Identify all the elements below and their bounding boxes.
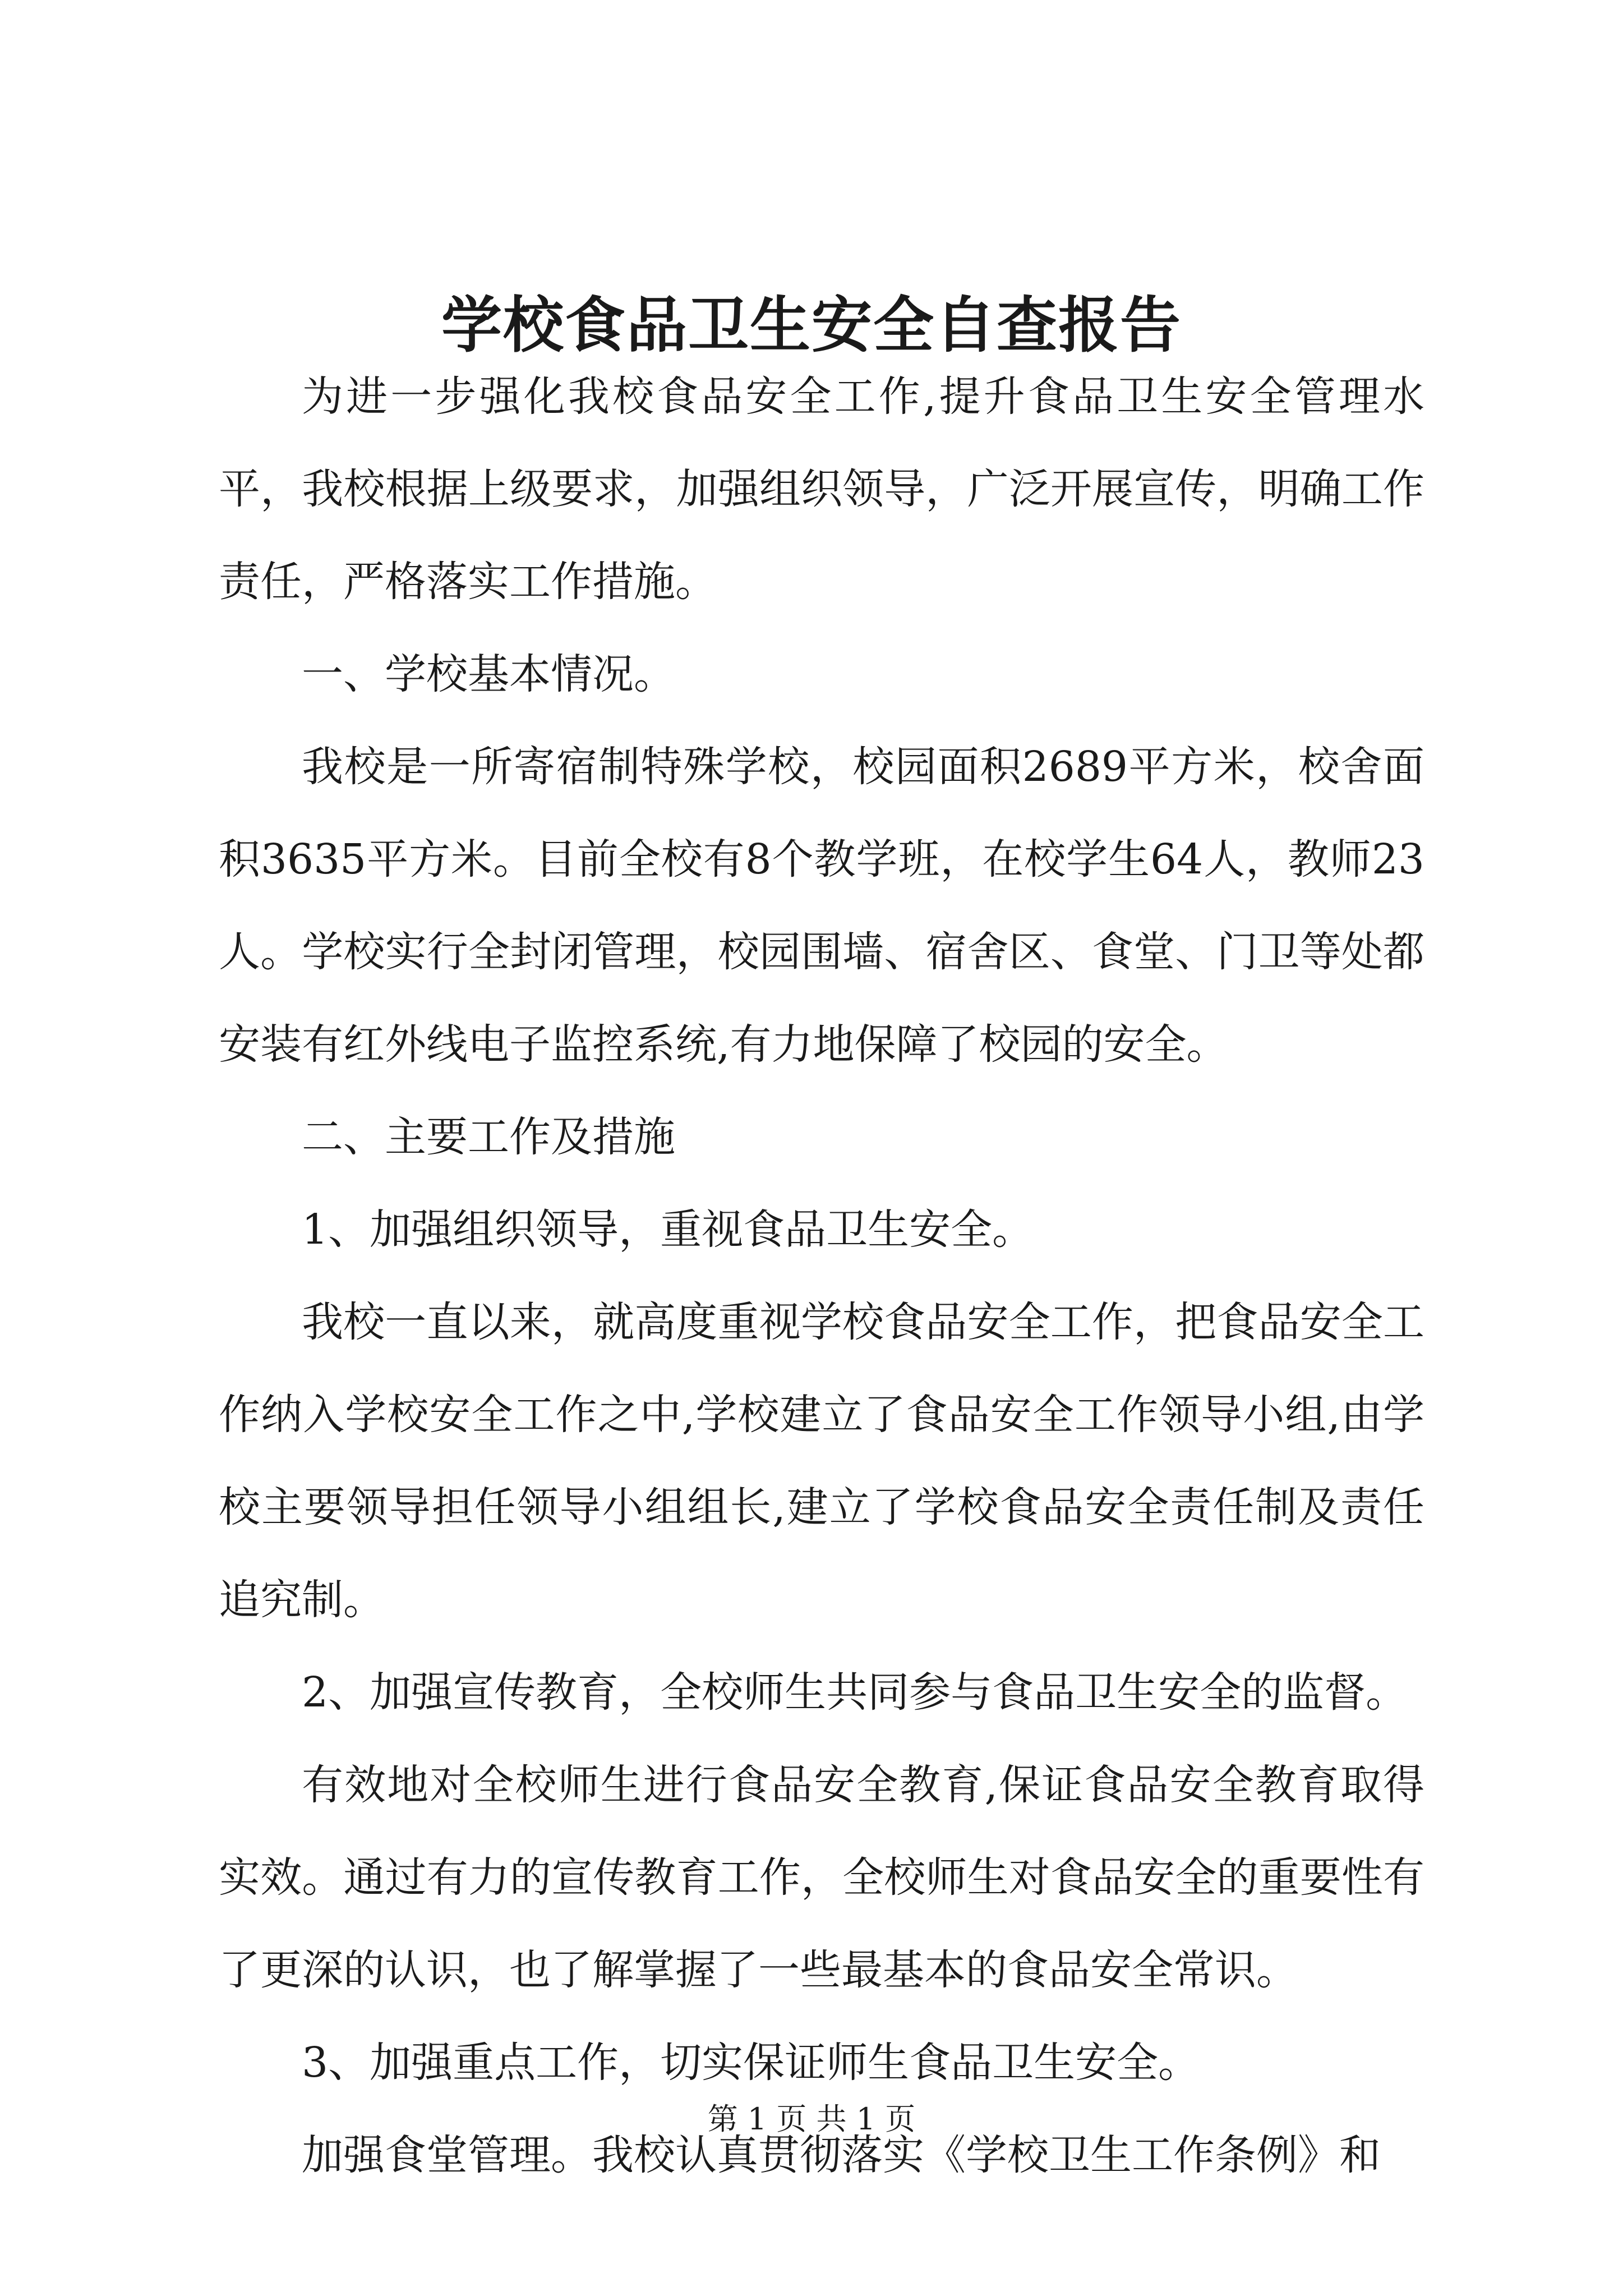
document-title: 学校食品卫生安全自查报告 [441,290,1182,361]
paragraph-basic-info: 我校是一所寄宿制特殊学校，校园面积2689平方米，校舍面积3635平方米。目前全校有8个教学班，在校学生64人，教师23人。学校实行全封闭管理，校园围墙、宿舍区、食堂、门卫等处都安装有红外线电子监控系统,有力地保障了校园的安全。 [219,743,1424,1069]
paragraph-intro: 为进一步强化我校食品安全工作,提升食品卫生安全管理水平，我校根据上级要求，加强组织领导，广泛开展宣传，明确工作责任，严格落实工作措施。 [219,372,1424,606]
subheading-3: 3、加强重点工作，切实保证师生食品卫生安全。 [302,2039,1200,2087]
page-number-footer: 第 1 页 共 1 页 [707,2101,916,2137]
subheading-2: 2、加强宣传教育，全校师生共同参与食品卫生安全的监督。 [302,1668,1408,1717]
paragraph-education: 有效地对全校师生进行食品安全教育,保证食品安全教育取得实效。通过有力的宣传教育工作，全校师生对食品安全的重要性有了更深的认识，也了解掌握了一些最基本的食品安全常识。 [219,1761,1424,1994]
subheading-1: 1、加强组织领导，重视食品卫生安全。 [302,1205,1034,1254]
heading-section-1: 一、学校基本情况。 [302,650,675,698]
paragraph-canteen: 加强食堂管理。我校认真贯彻落实《学校卫生工作条例》和 [302,2131,1381,2179]
paragraph-leadership: 我校一直以来，就高度重视学校食品安全工作，把食品安全工作纳入学校安全工作之中,学校建立了食品安全工作领导小组,由学校主要领导担任领导小组组长,建立了学校食品安全责任制及责任追究制。 [219,1298,1424,1624]
heading-section-2: 二、主要工作及措施 [302,1113,675,1161]
document-body [219,351,1424,2202]
